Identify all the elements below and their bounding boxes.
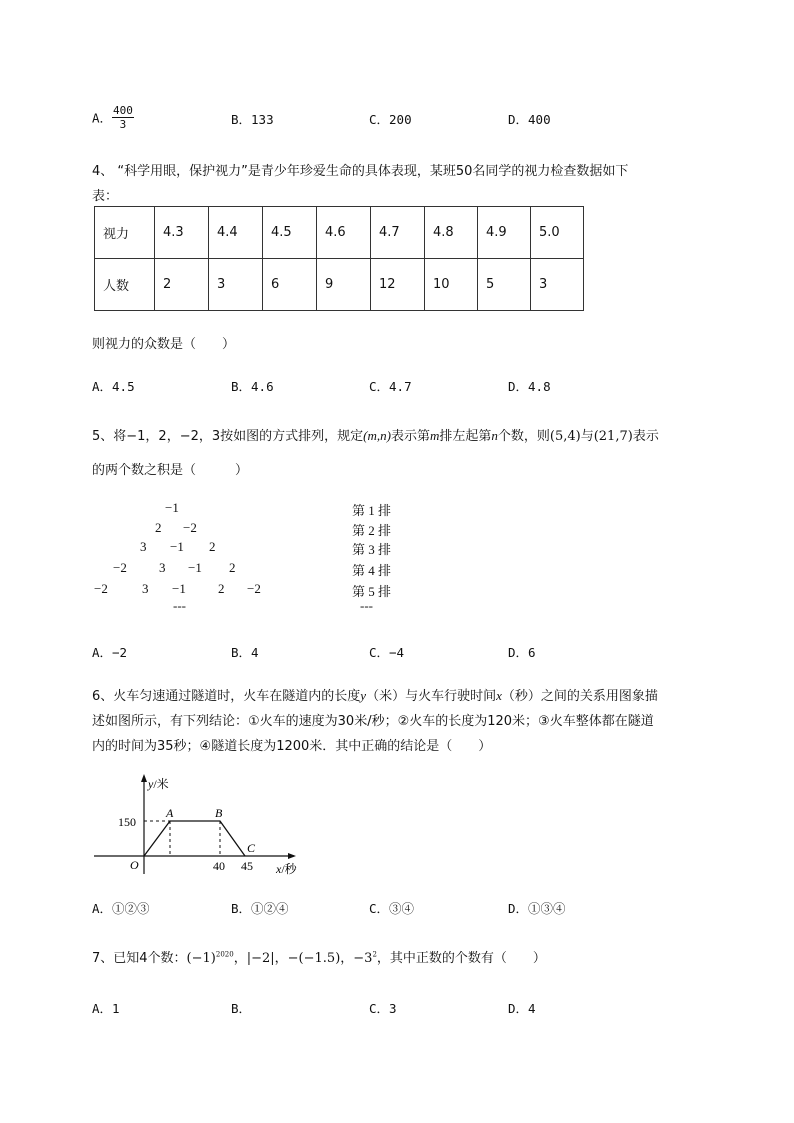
x-tick-45: 45: [241, 859, 253, 873]
q3-option-a-label: A．: [92, 110, 113, 126]
y-axis-arrow: [141, 774, 147, 782]
table-cell: 4.6: [317, 207, 371, 259]
table-cell: 4.7: [371, 207, 425, 259]
table-cell: 10: [425, 259, 478, 311]
table-cell: 9: [317, 259, 371, 311]
table-cell: 4.9: [478, 207, 531, 259]
train-graph: [90, 770, 320, 880]
table-row: [95, 207, 584, 259]
pair-mn: (m,n): [363, 428, 391, 443]
triangle-number: −2: [183, 520, 197, 535]
triangle-number: −1: [170, 539, 184, 554]
point-b-label: B: [215, 806, 223, 820]
triangle-ellipsis: ---: [173, 598, 186, 613]
point-a-label: A: [166, 806, 174, 820]
q7-stem: 7、已知4个数：$(-1)^{2020}$，|−2|，−(−1.5)，$-3^2$，其中正数的个数有（ ）: [92, 950, 546, 966]
q6-option-d: D．①③④: [508, 901, 566, 916]
triangle-number: 2: [209, 539, 216, 554]
q5-option-d: D．6: [508, 645, 536, 660]
triangle-number: 2: [218, 581, 225, 596]
q6-option-b: B．①②④: [231, 901, 289, 916]
table-cell: 4.3: [155, 207, 209, 259]
y-tick-150: 150: [118, 815, 136, 829]
q4-option-d: D．4.8: [508, 379, 551, 394]
q4-option-a: A．4.5: [92, 379, 135, 394]
pair-21-7: (21,7): [593, 429, 633, 444]
q3-option-b: B．133: [231, 112, 274, 127]
x-axis-arrow: [288, 853, 296, 859]
q3-option-a-fraction: $\frac{400}{3}$: [113, 104, 133, 131]
triangle-number: 2: [229, 560, 236, 575]
table-cell: 3: [531, 259, 584, 311]
table-cell: 视力: [95, 207, 155, 259]
table-cell: 2: [155, 259, 209, 311]
triangle-number: 3: [159, 560, 166, 575]
x-tick-40: 40: [213, 859, 225, 873]
expr-neg3-sq: $-3^2$: [353, 950, 377, 966]
row-label: 第 4 排: [352, 563, 392, 578]
triangle-number: −2: [94, 581, 108, 596]
q7-option-c: C．3: [369, 1001, 397, 1016]
table-cell: 人数: [95, 259, 155, 311]
origin-label: O: [130, 858, 139, 872]
graph-line: [144, 821, 245, 856]
table-cell: 5: [478, 259, 531, 311]
y-axis-label: y/米: [148, 777, 169, 791]
x-axis-label: x/秒: [276, 862, 297, 876]
q7-option-d: D．4: [508, 1001, 536, 1016]
q4-question: 则视力的众数是（ ）: [92, 337, 236, 352]
table-cell: 4.8: [425, 207, 478, 259]
q6-stem-line1: 6、火车匀速通过隧道时，火车在隧道内的长度y（米）与火车行驶时间x（秒）之间的关系用图象描: [92, 688, 658, 704]
triangle-number: −1: [165, 500, 179, 515]
row-label: 第 2 排: [352, 523, 392, 538]
q5-stem-line2: 的两个数之积是（ ）: [92, 463, 249, 478]
pair-5-4: (5,4): [549, 429, 581, 444]
q6-stem-line3: 内的时间为35秒；④隧道长度为1200米．其中正确的结论是（ ）: [92, 739, 492, 754]
row-label: 第 3 排: [352, 542, 392, 557]
q6-option-a: A．①②③: [92, 901, 150, 916]
row-label-ellipsis: ---: [360, 598, 373, 613]
expr-neg-neg1-5: −(−1.5): [287, 951, 341, 966]
table-cell: 6: [263, 259, 317, 311]
triangle-number: −1: [188, 560, 202, 575]
row-label: 第 5 排: [352, 584, 392, 599]
q4-option-b: B．4.6: [231, 379, 274, 394]
q4-stem-line2: 表：: [92, 189, 119, 204]
q7-option-b: B．: [231, 1001, 252, 1016]
table-cell: 4.5: [263, 207, 317, 259]
table-cell: 3: [209, 259, 263, 311]
triangle-number: 2: [155, 520, 162, 535]
vision-table: [94, 206, 584, 311]
q7-option-a: A．1: [92, 1001, 120, 1016]
q6-option-c: C．③④: [369, 901, 415, 916]
expr-neg1-pow: $(-1)^{2020}$: [186, 950, 234, 966]
q3-option-a: [92, 104, 134, 131]
row-label: 第 1 排: [352, 503, 392, 518]
triangle-number: 3: [142, 581, 149, 596]
q5-option-c: C．−4: [369, 645, 405, 660]
q4-stem-line1: 4、 “科学用眼，保护视力”是青少年珍爱生命的具体表现，某班50名同学的视力检查数据如下: [92, 164, 629, 179]
point-c-label: C: [247, 841, 256, 855]
q3-option-d: D．400: [508, 112, 551, 127]
q6-stem-line2: 述如图所示，有下列结论：①火车的速度为30米/秒；②火车的长度为120米；③火车整体都在隧道: [92, 714, 654, 729]
table-cell: 5.0: [531, 207, 584, 259]
triangle-number: −2: [113, 560, 127, 575]
triangle-number: 3: [140, 539, 147, 554]
q5-option-b: B．4: [231, 645, 259, 660]
table-cell: 12: [371, 259, 425, 311]
q3-option-c: C．200: [369, 112, 412, 127]
triangle-number: −1: [172, 581, 186, 596]
table-cell: 4.4: [209, 207, 263, 259]
q5-stem-line1: 5、将−1，2，−2，3按如图的方式排列，规定(m,n)表示第m排左起第n个数，则(5,4)与(21,7)表示: [92, 428, 659, 444]
expr-abs-neg2: |−2|: [246, 951, 275, 966]
q5-option-a: A．−2: [92, 645, 128, 660]
triangle-number: −2: [247, 581, 261, 596]
q4-option-c: C．4.7: [369, 379, 412, 394]
table-row: [95, 259, 584, 311]
